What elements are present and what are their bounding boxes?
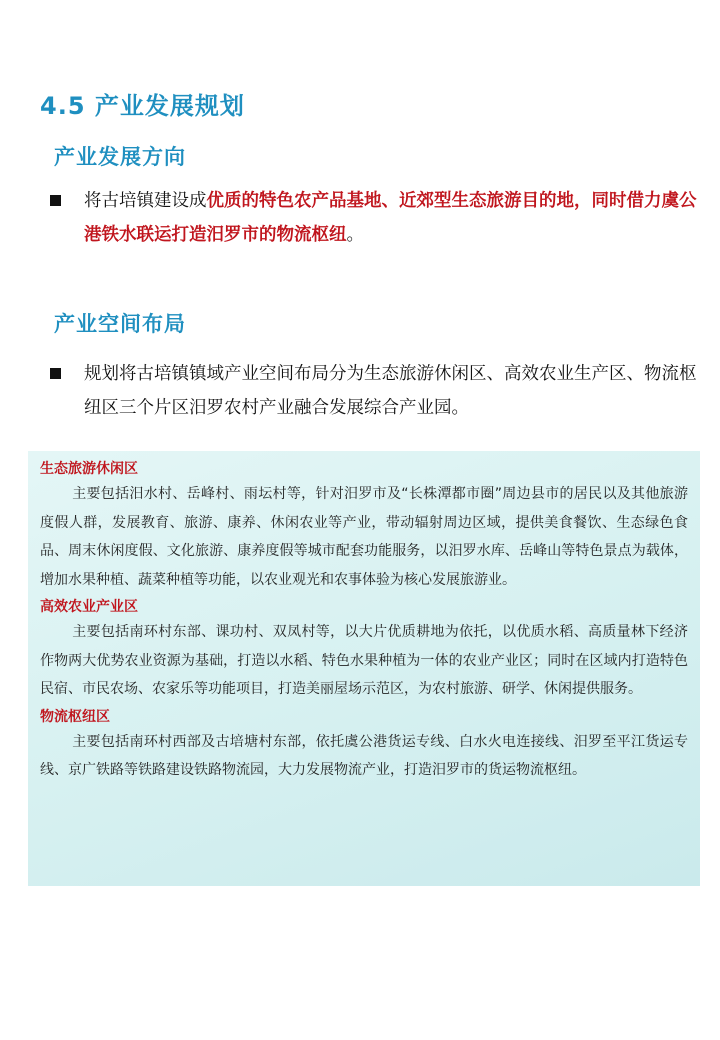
direction-text-highlight: 优质的特色农产品基地、近郊型生态旅游目的地，同时借力虞公港铁水联运打造汨罗市的物流枢纽 <box>84 191 697 245</box>
direction-text-prefix: 将古培镇建设成 <box>84 191 207 211</box>
zones-panel <box>28 451 700 886</box>
direction-text <box>84 184 700 252</box>
zone-title-eco-tourism: 生态旅游休闲区 <box>40 461 138 477</box>
zone-text-agriculture: 主要包括南环村东部、课功村、双凤村等，以大片优质耕地为依托，以优质水稻、高质量林下经济作物两大优势农业资源为基础，打造以水稻、特色水果种植为一体的农业产业区；同时在区域内打造特色民宿、市民农场、农家乐等功能项目，打造美丽屋场示范区，为农村旅游、研学、休闲提供服务。 <box>40 624 688 697</box>
direction-text-suffix: 。 <box>346 225 364 245</box>
square-bullet-icon <box>50 195 61 206</box>
layout-title: 产业空间布局 <box>54 312 186 336</box>
zone-title-logistics: 物流枢纽区 <box>40 708 110 725</box>
zone-text-eco-tourism: 主要包括汨水村、岳峰村、雨坛村等，针对汨罗市及“长株潭都市圈”周边县市的居民以及其他旅游度假人群，发展教育、旅游、康养、休闲农业等产业，带动辐射周边区域，提供美食餐饮、生态绿色食品、周末休闲度假、文化旅游、康养度假等城市配套功能服务，以汨罗水库、岳峰山等特色景点为载体，增加水果种植、蔬菜种植等功能，以农业观光和农事体验为核心发展旅游业。 <box>40 486 688 588</box>
direction-bullet <box>50 184 700 252</box>
zone-title-agriculture: 高效农业产业区 <box>40 599 138 615</box>
direction-title: 产业发展方向 <box>54 145 186 169</box>
square-bullet-icon <box>50 368 61 379</box>
layout-text: 规划将古培镇镇域产业空间布局分为生态旅游休闲区、高效农业生产区、物流枢纽区三个片区汨罗农村产业融合发展综合产业园。 <box>84 364 697 418</box>
zone-text-logistics: 主要包括南环村西部及古培塘村东部，依托虞公港货运专线、白水火电连接线、汨罗至平江货运专线、京广铁路等铁路建设铁路物流园，大力发展物流产业，打造汨罗市的货运物流枢纽。 <box>40 733 688 778</box>
layout-bullet <box>50 357 700 425</box>
section-title: 4.5 产业发展规划 <box>40 92 245 120</box>
